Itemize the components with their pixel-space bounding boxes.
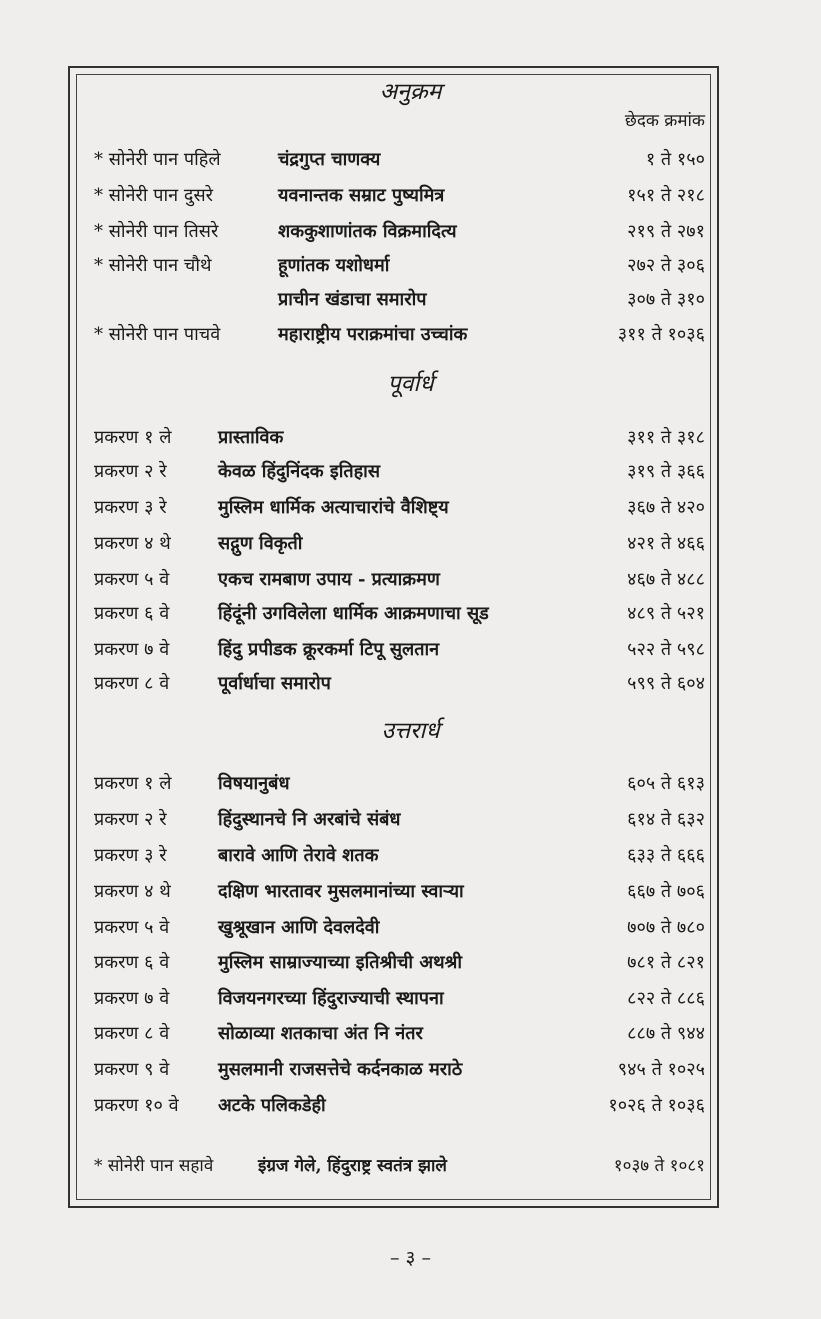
chapter-range: ४६७ ते ४८८ bbox=[627, 569, 705, 590]
toc-row bbox=[0, 531, 821, 561]
toc-title: चंद्रगुप्त चाणक्य bbox=[278, 149, 381, 170]
chapter-label: प्रकरण २ रे bbox=[94, 809, 167, 830]
chapter-label: प्रकरण ८ वे bbox=[94, 673, 170, 694]
toc-row bbox=[0, 147, 821, 177]
chapter-title: हिंदु प्रपीडक क्रूरकर्मा टिपू सुलतान bbox=[218, 639, 440, 660]
chapter-label: प्रकरण ८ वे bbox=[94, 1023, 170, 1044]
toc-row bbox=[0, 1093, 821, 1123]
toc-range: १५१ ते २१८ bbox=[627, 185, 705, 206]
chapter-range: ९४५ ते १०२५ bbox=[617, 1059, 705, 1080]
chapter-range: ३६७ ते ४२० bbox=[627, 497, 705, 518]
chapter-title: एकच रामबाण उपाय - प्रत्याक्रमण bbox=[218, 569, 440, 590]
page-number: – ३ – bbox=[390, 1247, 431, 1269]
toc-title: प्राचीन खंडाचा समारोप bbox=[278, 289, 427, 310]
chapter-range: ५९९ ते ६०४ bbox=[627, 673, 705, 694]
chapter-label: प्रकरण ४ थे bbox=[94, 533, 171, 554]
contents-heading: अनुक्रम bbox=[379, 79, 442, 105]
chapter-title: हिंदुस्थानचे नि अरबांचे संबंध bbox=[218, 809, 401, 830]
toc-row-final bbox=[0, 1153, 821, 1183]
toc-row bbox=[0, 495, 821, 525]
chapter-range: ३११ ते ३१८ bbox=[627, 427, 705, 448]
toc-row bbox=[0, 879, 821, 909]
chapter-label: प्रकरण २ रे bbox=[94, 461, 167, 482]
chapter-title: पूर्वार्धाचा समारोप bbox=[218, 673, 331, 694]
toc-label: * सोनेरी पान चौथे bbox=[94, 255, 212, 276]
chapter-range: ३१९ ते ३६६ bbox=[627, 461, 705, 482]
chapter-label: प्रकरण ३ रे bbox=[94, 497, 167, 518]
toc-row bbox=[0, 671, 821, 701]
toc-title: शककुशाणांतक विक्रमादित्य bbox=[278, 221, 457, 242]
toc-range: ३०७ ते ३१० bbox=[627, 289, 705, 310]
column-header: छेदक क्रमांक bbox=[624, 111, 705, 131]
toc-label: * सोनेरी पान पहिले bbox=[94, 149, 221, 170]
chapter-title: मुस्लिम साम्राज्याच्या इतिश्रीची अथश्री bbox=[218, 952, 462, 973]
chapter-label: प्रकरण ७ वे bbox=[94, 639, 170, 660]
toc-row bbox=[0, 637, 821, 667]
toc-row bbox=[0, 183, 821, 213]
chapter-label: प्रकरण १० वे bbox=[94, 1095, 179, 1116]
toc-row bbox=[0, 567, 821, 597]
toc-row bbox=[0, 287, 821, 317]
chapter-title: सोळाव्या शतकाचा अंत नि नंतर bbox=[218, 1023, 423, 1044]
chapter-title: सद्गुण विकृती bbox=[218, 533, 303, 554]
chapter-title: मुसलमानी राजसत्तेचे कर्दनकाळ मराठे bbox=[218, 1059, 463, 1080]
chapter-title: विषयानुबंध bbox=[218, 773, 290, 794]
purvardh-heading: पूर्वार्ध bbox=[387, 371, 434, 397]
chapter-title: हिंदूंनी उगविलेला धार्मिक आक्रमणाचा सूड bbox=[218, 603, 489, 624]
toc-row bbox=[0, 601, 821, 631]
chapter-range: ८८७ ते ९४४ bbox=[627, 1023, 705, 1044]
chapter-title: विजयनगरच्या हिंदुराज्याची स्थापना bbox=[218, 988, 444, 1009]
toc-row bbox=[0, 1021, 821, 1051]
chapter-title: खुश्रूखान आणि देवलदेवी bbox=[218, 917, 380, 938]
chapter-title: अटके पलिकडेही bbox=[218, 1095, 326, 1116]
chapter-range: १०२६ ते १०३६ bbox=[608, 1095, 705, 1116]
toc-range: १ ते १५० bbox=[645, 149, 705, 170]
toc-row bbox=[0, 843, 821, 873]
chapter-title: केवळ हिंदुनिंदक इतिहास bbox=[218, 461, 381, 482]
toc-row bbox=[0, 1057, 821, 1087]
toc-row bbox=[0, 807, 821, 837]
chapter-range: ६३३ ते ६६६ bbox=[627, 845, 705, 866]
chapter-range: ८२२ ते ८८६ bbox=[627, 988, 705, 1009]
toc-row bbox=[0, 425, 821, 455]
chapter-label: प्रकरण ६ वे bbox=[94, 952, 170, 973]
chapter-title: बारावे आणि तेरावे शतक bbox=[218, 845, 379, 866]
toc-title: हूणांतक यशोधर्मा bbox=[278, 255, 390, 276]
chapter-range: ४८९ ते ५२१ bbox=[627, 603, 705, 624]
chapter-range: ७०७ ते ७८० bbox=[627, 917, 705, 938]
chapter-label: प्रकरण १ ले bbox=[94, 773, 172, 794]
chapter-label: प्रकरण ३ रे bbox=[94, 845, 167, 866]
toc-row bbox=[0, 253, 821, 283]
chapter-label: प्रकरण ६ वे bbox=[94, 603, 170, 624]
chapter-range: ६१४ ते ६३२ bbox=[627, 809, 705, 830]
chapter-title: मुस्लिम धार्मिक अत्याचारांचे वैशिष्ट्य bbox=[218, 497, 449, 518]
toc-row bbox=[0, 771, 821, 801]
toc-label: * सोनेरी पान सहावे bbox=[94, 1156, 214, 1176]
toc-row bbox=[0, 986, 821, 1016]
toc-row bbox=[0, 950, 821, 980]
toc-row bbox=[0, 322, 821, 352]
chapter-range: ६६७ ते ७०६ bbox=[627, 881, 705, 902]
toc-range: २१९ ते २७१ bbox=[627, 221, 705, 242]
chapter-label: प्रकरण ५ वे bbox=[94, 569, 170, 590]
toc-title: यवनान्तक सम्राट पुष्यमित्र bbox=[278, 185, 445, 206]
toc-label: * सोनेरी पान तिसरे bbox=[94, 221, 219, 242]
toc-row bbox=[0, 915, 821, 945]
toc-range: २७२ ते ३०६ bbox=[627, 255, 705, 276]
toc-title: महाराष्ट्रीय पराक्रमांचा उच्चांक bbox=[278, 324, 468, 345]
toc-label: * सोनेरी पान दुसरे bbox=[94, 185, 213, 206]
toc-range: १०३७ ते १०८१ bbox=[613, 1156, 705, 1176]
toc-range: ३११ ते १०३६ bbox=[617, 324, 705, 345]
toc-title: इंग्रज गेले, हिंदुराष्ट्र स्वतंत्र झाले bbox=[258, 1156, 447, 1176]
chapter-label: प्रकरण ७ वे bbox=[94, 988, 170, 1009]
chapter-label: प्रकरण ४ थे bbox=[94, 881, 171, 902]
chapter-title: दक्षिण भारतावर मुसलमानांच्या स्वाऱ्या bbox=[218, 881, 464, 902]
chapter-range: ६०५ ते ६१३ bbox=[627, 773, 705, 794]
chapter-title: प्रास्ताविक bbox=[218, 427, 284, 448]
chapter-range: ५२२ ते ५९८ bbox=[627, 639, 705, 660]
chapter-label: प्रकरण ९ वे bbox=[94, 1059, 170, 1080]
chapter-label: प्रकरण ५ वे bbox=[94, 917, 170, 938]
toc-row bbox=[0, 219, 821, 249]
toc-label: * सोनेरी पान पाचवे bbox=[94, 324, 221, 345]
uttarardh-heading: उत्तरार्ध bbox=[381, 718, 440, 744]
chapter-label: प्रकरण १ ले bbox=[94, 427, 172, 448]
toc-row bbox=[0, 459, 821, 489]
chapter-range: ७८१ ते ८२१ bbox=[627, 952, 705, 973]
chapter-range: ४२१ ते ४६६ bbox=[627, 533, 705, 554]
